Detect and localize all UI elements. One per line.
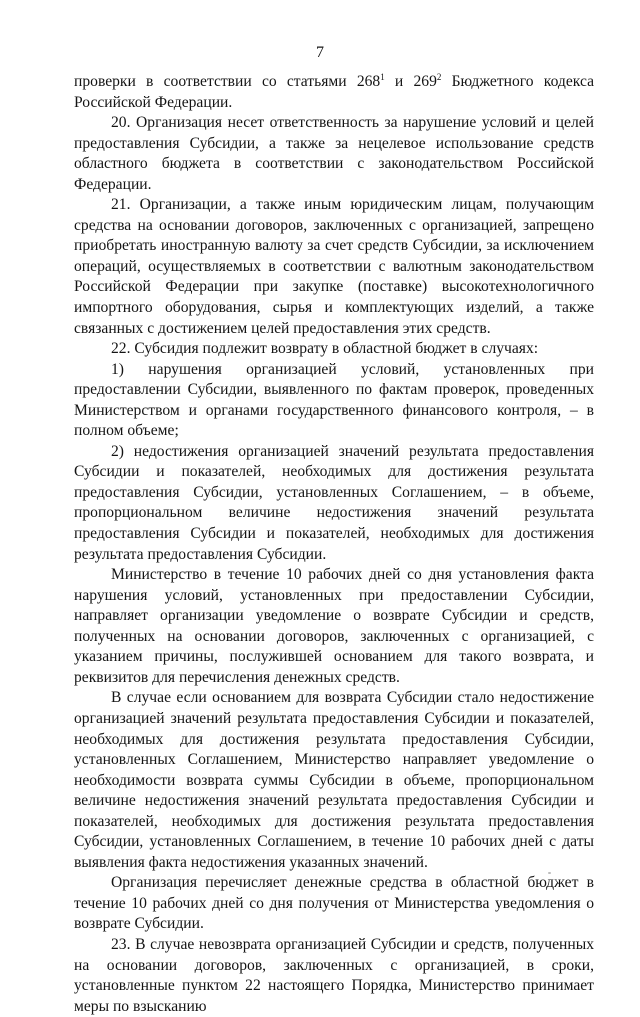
paragraph-clause-22-item-2: 2) недостижения организацией значений результата предоставления Субсидии и показателей, необходимых для достижения результата предоставления Субсидии, установленных Соглашением, – в объеме, пропорциональном величине недостижения значений результата предоставления Субсидии и показателей, необходимых для достижения результата предоставления Субсидии.	[74, 442, 594, 563]
paragraph-continuation	[74, 72, 594, 113]
paragraph-clause-21: 21. Организации, а также иным юридическим лицам, получающим средства на основании договоров, заключенных с организацией, запрещено приобретать иностранную валюту за счет средств Субсидии, за исключением операций, осуществляемых в соответствии с валютным законодательством Российской Федерации при закупке (поставке) высокотехнологичного импортного оборудования, сырья и комплектующих изделий, а также связанных с достижением целей предоставления этих средств.	[74, 196, 594, 337]
document-body	[74, 72, 594, 1017]
paragraph-ministry-notice: Министерство в течение 10 рабочих дней со дня установления факта нарушения условий, установленных при предоставлении Субсидии, направляет организации уведомление о возврате Субсидии и средств, полученных на основании договоров, заключенных с организацией, с указанием причины, послужившей основанием для такого возврата, и реквизитов для перечисления денежных средств.	[74, 566, 594, 686]
paragraph-clause-22: 22. Субсидия подлежит возврату в областной бюджет в случаях:	[111, 340, 539, 358]
scan-mark	[548, 872, 551, 874]
text-fragment: и 269	[384, 73, 437, 90]
text-fragment: проверки в соответствии со статьями 268	[74, 73, 381, 90]
paragraph-clause-23: 23. В случае невозврата организацией Субсидии и средств, полученных на основании договоров, заключенных с организацией, в сроки, установленные пунктом 22 настоящего Порядка, Министерство принимает меры по взысканию	[74, 935, 594, 1015]
paragraph-clause-22-item-1: 1) нарушения организацией условий, установленных при предоставлении Субсидии, выявленного по фактам проверок, проведенных Министерством и органами государственного финансового контроля, – в полном объеме;	[74, 360, 594, 440]
superscript-2: 2	[436, 72, 442, 82]
paragraph-clause-20: 20. Организация несет ответственность за нарушение условий и целей предоставления Субсидии, а также за нецелевое использование средств областного бюджета в соответствии с законодательством Российской Федерации.	[74, 114, 594, 193]
superscript-1: 1	[380, 72, 385, 82]
text-fragment: Бюджетного кодекса Российской Федерации.	[74, 73, 594, 111]
page-number: 7	[316, 44, 324, 61]
paragraph-transfer: Организация перечисляет денежные средства в областной бюджет в течение 10 рабочих дней со дня получения от Министерства уведомления о возврате Субсидии.	[74, 874, 594, 933]
paragraph-underachievement: В случае если основанием для возврата Субсидии стало недостижение организацией значений результата предоставления Субсидии и показателей, необходимых для достижения результата предоставления Субсидии, установленных Соглашением, Министерство направляет уведомление о необходимости возврата суммы Субсидии в объеме, пропорциональном величине недостижения значений результата предоставления Субсидии и показателей, необходимых для достижения результата предоставления Субсидии, установленных Соглашением, в течение 10 рабочих дней с даты выявления факта недостижения указанных значений.	[74, 689, 594, 871]
